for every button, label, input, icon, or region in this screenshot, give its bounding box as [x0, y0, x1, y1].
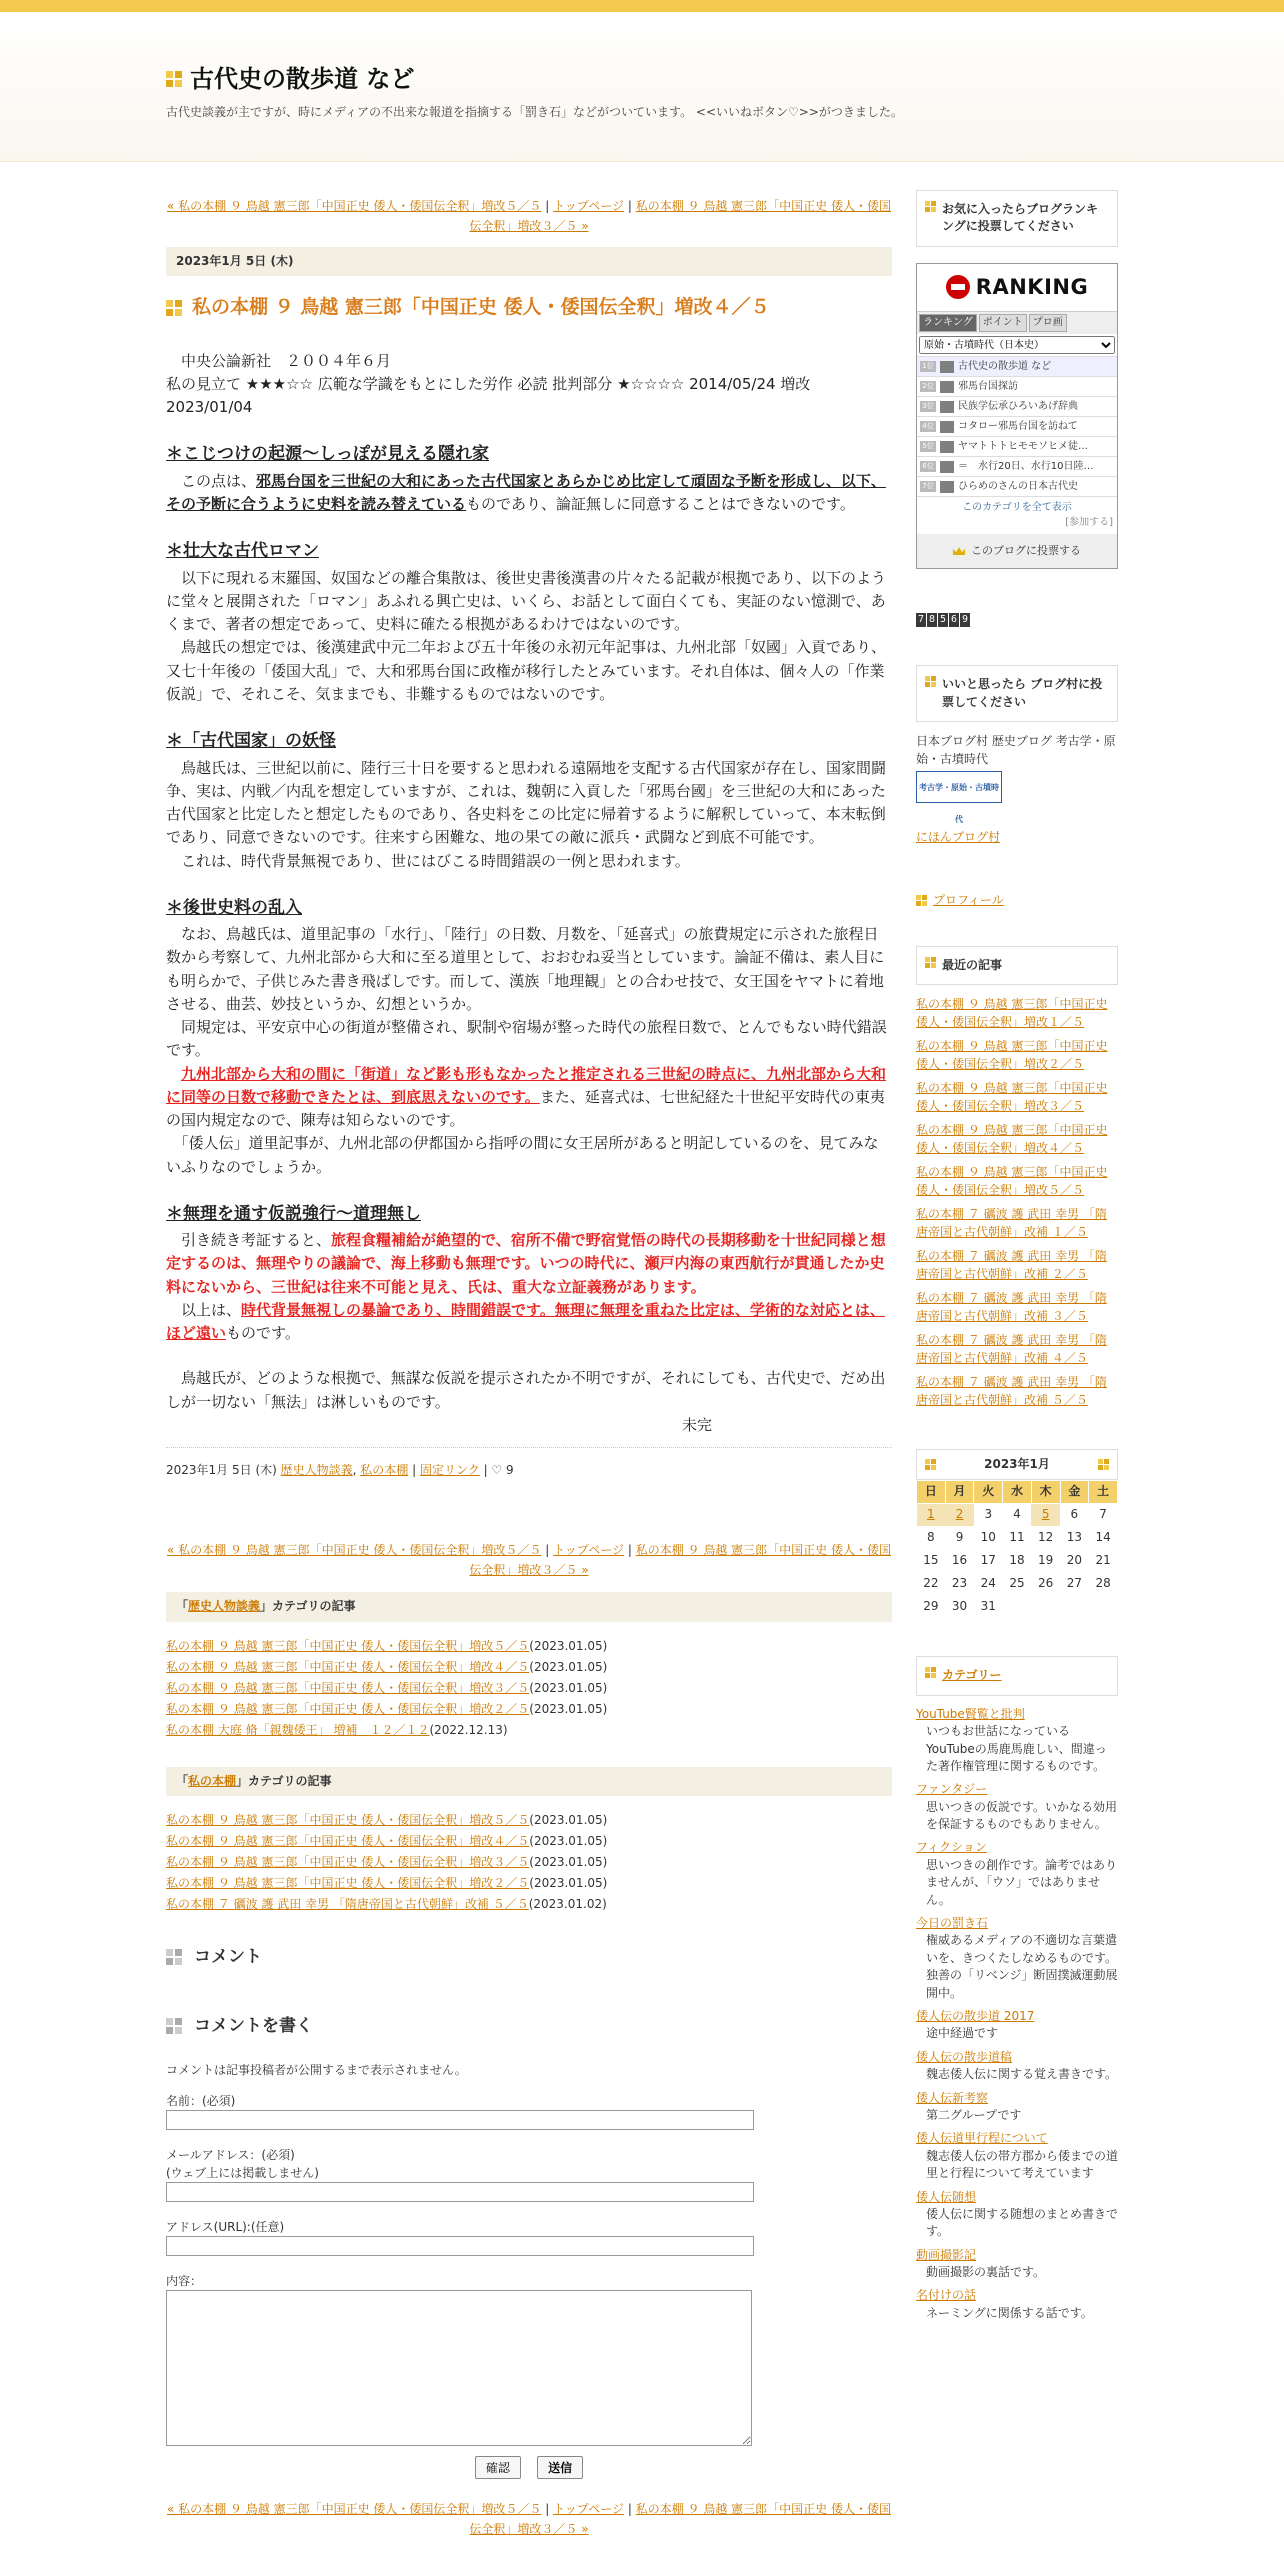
calendar-day: 6: [1070, 1507, 1079, 1522]
blogmura-text: 日本ブログ村 歴史ブログ 考古学・原始・古墳時代: [916, 734, 1116, 767]
sidebar-category-link[interactable]: ファンタジー: [916, 1782, 988, 1797]
calendar-day: 25: [1009, 1576, 1025, 1591]
calendar-day: [1089, 1595, 1118, 1618]
calendar-day: [1003, 1595, 1032, 1618]
top-page-link[interactable]: トップページ: [553, 1542, 625, 1557]
ranking-position: 6位: [920, 461, 936, 472]
entry-footer: 2023年1月 5日 (木) 歴史人物談義, 私の本棚 | 固定リンク | ♡ 9: [166, 1447, 892, 1479]
sidebar-category-description: 権威あるメディアの不適切な言葉遣いを、きつくたしなめるものです。独善の「リベンジ」断固撲滅運動展開中。: [926, 1933, 1118, 2000]
section-5-para-2: 以上は、時代背景無視しの暴論であり、時間錯誤です。無理に無理を重ねた比定は、学術的な対応とは、ほど遠いものです。: [166, 1300, 885, 1343]
recent-article-link[interactable]: 私の本棚 ９ 鳥越 憲三郎「中国正史 倭人・倭国伝全釈」増改４／５: [916, 1123, 1108, 1156]
sidebar-category-description: 魏志倭人伝の帯方郡から倭までの道里と行程について考えています: [926, 2148, 1119, 2181]
section-4-para-3: 九州北部から大和の間に「街道」など影も形もなかったと推定される三世紀の時点に、九州北部から大和に同等の日数で移動できたとは、到底思えないのです。また、延喜式は、七世紀経た十世紀平安時代の東夷の国内規定なので、陳寿は知らないのです。: [166, 1064, 887, 1130]
ranking-position: 4位: [920, 421, 936, 432]
calendar-week: [917, 1549, 1118, 1572]
section-heading-2: ＊壮大な古代ロマン: [166, 541, 319, 562]
entry-date: 2023年1月 5日 (木): [166, 247, 892, 276]
calendar-next-icon[interactable]: [1098, 1459, 1109, 1470]
next-entry-link[interactable]: 私の本棚 ９ 鳥越 憲三郎「中国正史 倭人・倭国伝全釈」増改３／５ »: [469, 199, 891, 234]
prev-entry-link[interactable]: « 私の本棚 ９ 鳥越 憲三郎「中国正史 倭人・倭国伝全釈」増改５／５: [166, 2501, 542, 2516]
category-article-link[interactable]: 私の本棚 ９ 鳥越 憲三郎「中国正史 倭人・倭国伝全釈」増改３／５: [166, 1855, 530, 1870]
calendar-weekday-row: [917, 1481, 1118, 1503]
ranking-position: 1位: [920, 361, 936, 372]
calendar-day: 29: [923, 1599, 939, 1614]
footer-category-link-2[interactable]: 私の本棚: [360, 1463, 409, 1478]
sidebar-category-link[interactable]: YouTube賢覧と批判: [916, 1706, 1025, 1721]
calendar-week: [917, 1572, 1118, 1595]
ranking-tab[interactable]: プロ画: [1029, 314, 1067, 333]
submit-button[interactable]: 送信: [537, 2456, 583, 2479]
calendar-day: [1031, 1595, 1060, 1618]
ranking-tab[interactable]: ポイント: [979, 314, 1027, 333]
top-page-link[interactable]: トップページ: [553, 2501, 625, 2516]
calendar-day: 17: [980, 1553, 996, 1568]
sidebar-category-description: 思いつきの仮説です。いかなる効用を保証するものでもありません。: [926, 1799, 1118, 1832]
category-article-date: (2023.01.05): [529, 1701, 608, 1716]
sidebar-category-link[interactable]: 倭人伝の散歩道稿: [916, 2049, 1013, 2064]
sidebar-category-description: 第二グループです: [926, 2107, 1022, 2122]
footer-category-link-1[interactable]: 歴史人物談義: [280, 1463, 353, 1478]
sidebar-category-link[interactable]: 倭人伝道里行程について: [916, 2131, 1048, 2146]
like-count: 9: [506, 1463, 514, 1478]
category-article-item: [166, 1636, 892, 1657]
next-entry-link[interactable]: 私の本棚 ９ 鳥越 憲三郎「中国正史 倭人・倭国伝全釈」増改３／５ »: [469, 2501, 891, 2537]
calendar-day-link[interactable]: 2: [945, 1503, 974, 1526]
footer-date: 2023年1月 5日 (木): [166, 1463, 277, 1478]
ranking-thumbnail: [940, 441, 954, 453]
category-link[interactable]: 私の本棚: [188, 1773, 237, 1788]
category-article-link[interactable]: 私の本棚 ７ 礪波 護 武田 幸男 「隋唐帝国と古代朝鮮」改補 ５／５: [166, 1897, 529, 1912]
calendar-day: 27: [1066, 1576, 1082, 1591]
calendar-day: 16: [951, 1553, 968, 1568]
top-accent-bar: [0, 0, 1284, 12]
calendar-day: [1060, 1595, 1089, 1618]
calendar-weekday: 日: [917, 1481, 946, 1503]
calendar-day: 21: [1095, 1553, 1111, 1568]
sidebar-category-link[interactable]: 名付けの話: [916, 2288, 977, 2303]
category-article-item: [166, 1810, 892, 1831]
ranking-position: 2位: [920, 381, 936, 392]
ranking-thumbnail: [940, 481, 954, 493]
sidebar-category-description: いつもお世話になっているYouTubeの馬鹿馬鹿しい、間違った著作権管理に関するものです。: [926, 1724, 1107, 1773]
category-article-date: (2023.01.05): [529, 1659, 608, 1674]
category-article-item: [166, 1873, 892, 1894]
category-article-link[interactable]: 私の本棚 ９ 鳥越 憲三郎「中国正史 倭人・倭国伝全釈」増改２／５: [166, 1876, 530, 1891]
ranking-thumbnail: [940, 361, 954, 373]
heart-icon: ♡: [491, 1463, 503, 1478]
calendar-day: 3: [984, 1507, 993, 1522]
category-article-link[interactable]: 私の本棚 ９ 鳥越 憲三郎「中国正史 倭人・倭国伝全釈」増改４／５: [166, 1659, 530, 1674]
sidebar-squares-icon: [925, 1667, 936, 1678]
category-article-link[interactable]: 私の本棚 ９ 鳥越 憲三郎「中国正史 倭人・倭国伝全釈」増改２／５: [166, 1701, 530, 1716]
category-article-item: [166, 1720, 892, 1741]
category-articles-heading: 「歴史人物談義」カテゴリの記事: [166, 1592, 892, 1621]
profile-box: [916, 892, 1118, 909]
calendar-day-link[interactable]: 1: [917, 1503, 946, 1526]
top-page-link[interactable]: トップページ: [553, 199, 625, 213]
category-article-date: (2023.01.05): [529, 1855, 608, 1870]
blogmura-link[interactable]: にほんブログ村: [916, 829, 1001, 844]
url-label: アドレス(URL):(任意): [166, 2219, 285, 2234]
profile-link[interactable]: プロフィール: [933, 893, 1004, 908]
recent-article-link[interactable]: 私の本棚 ７ 礪波 護 武田 幸男 「隋唐帝国と古代朝鮮」改補 ４／５: [916, 1333, 1107, 1366]
ranking-row[interactable]: [917, 396, 1117, 416]
ranking-blog-name[interactable]: 邪馬台国探訪: [958, 380, 1018, 392]
form-buttons: [166, 2456, 892, 2479]
category-articles-heading: 「私の本棚」カテゴリの記事: [166, 1767, 892, 1796]
url-field[interactable]: [166, 2236, 754, 2256]
comment-form: [166, 2062, 892, 2478]
calendar-day: 20: [1066, 1553, 1082, 1568]
calendar-day: 24: [980, 1576, 996, 1591]
section-3-para-1: 鳥越氏は、三世紀以前に、陸行三十日を要すると思われる遠隔地を支配する古代国家が存在し、国家間闘争、実は、内戦／内乱を想定していますが、これは、魏朝に入貢した「邪馬台國」を三世紀の大和にあった古代国家と比定したと想定したものであり、各史料をこの比定に帰着するように解釈していって、本末転倒であり、同意できないのです。往来すら困難な、地の果ての敵に派兵・武闘など到底不可能です。: [166, 758, 887, 847]
calendar-day: 23: [951, 1576, 968, 1591]
category-article-item: [166, 1894, 892, 1915]
recent-article-link[interactable]: 私の本棚 ９ 鳥越 憲三郎「中国正史 倭人・倭国伝全釈」増改２／５: [916, 1039, 1108, 1072]
ranking-category-select[interactable]: [919, 336, 1115, 354]
section-3-para-2: これは、時代背景無視であり、世にはびこる時間錯誤の一例と思われます。: [166, 851, 690, 870]
calendar-day: 28: [1095, 1576, 1111, 1591]
calendar-day: 11: [1009, 1530, 1025, 1545]
ranking-row[interactable]: [917, 376, 1117, 396]
calendar-weekday: 木: [1031, 1481, 1060, 1503]
nav-separator: |: [627, 199, 632, 213]
like-button[interactable]: [491, 1463, 513, 1477]
section-4-para-2: 同規定は、平安京中心の街道が整備され、駅制や宿場が整った時代の旅程日数で、とんでもない時代錯誤です。: [166, 1018, 887, 1060]
title-squares-icon: [166, 71, 182, 87]
entry-nav-top: [166, 196, 892, 237]
section-5-para-1: 引き続き考証すると、旅程食糧補給が絶望的で、宿所不備で野宿覚悟の時代の長期移動を十世紀同様と想定するのは、無理やりの議論で、海上移動も無理です。いつの時代に、瀬戸内海の東西航行が貫通したか史料にないから、三世紀は往来不可能と見え、氏は、重大な立証義務があります。: [166, 1231, 886, 1296]
counter-digit: 8: [928, 614, 936, 626]
ranking-list: [917, 356, 1117, 496]
calendar-day: 26: [1038, 1576, 1054, 1591]
ranking-row[interactable]: [917, 476, 1117, 496]
email-note: (ウェブ上には掲載しません): [166, 2165, 319, 2180]
calendar-day: 10: [980, 1530, 996, 1545]
access-counter: [916, 613, 1118, 627]
next-entry-link[interactable]: 私の本棚 ９ 鳥越 憲三郎「中国正史 倭人・倭国伝全釈」増改３／５ »: [469, 1542, 891, 1577]
ranking-thumbnail: [940, 401, 954, 413]
blogmura-banner[interactable]: 考古学・原始・古墳時代: [916, 771, 1002, 803]
calendar-week: [917, 1526, 1118, 1549]
entry-intro-rating: 私の見立て ★★★☆☆ 広範な学識をもとにした労作 必読 批判部分 ★☆☆☆☆ 2014/05/24 増改 2023/01/04: [166, 374, 811, 417]
section-1-text: この点は、邪馬台国を三世紀の大和にあった古代国家とあらかじめ比定して頑固な予断を形成し、以下、その予断に合うように史料を読み替えているものであり、論証無しに同意することはできないのです。: [166, 471, 886, 514]
calendar-day: 18: [1009, 1553, 1025, 1568]
site-header: [0, 12, 1284, 162]
sidebar-category-description: 途中経過です: [926, 2026, 999, 2041]
calendar-day-link[interactable]: 5: [1031, 1503, 1060, 1526]
category-article-item: [166, 1852, 892, 1873]
category-article-date: (2023.01.05): [529, 1680, 608, 1695]
category-article-date: (2022.12.13): [429, 1722, 508, 1737]
ranking-blog-name[interactable]: ひらめのさんの日本古代史: [958, 480, 1078, 492]
nav-separator: |: [545, 199, 550, 213]
ranking-vote-button[interactable]: このブログに投票する: [917, 534, 1117, 568]
calendar-day: 8: [927, 1530, 935, 1545]
calendar-day: 14: [1095, 1530, 1111, 1545]
nav-separator: |: [545, 1542, 550, 1557]
closing-text: 鳥越氏が、どのような根拠で、無謀な仮説を提示されたか不明ですが、それにしても、古代史で、だめ出しが一切ない「無法」は淋しいものです。: [166, 1369, 886, 1411]
ranking-row[interactable]: [917, 436, 1117, 456]
recent-articles-list: [916, 995, 1118, 1409]
comment-textarea[interactable]: [166, 2290, 752, 2446]
calendar-weekday: 火: [974, 1481, 1003, 1503]
section-heading-1: ＊こじつけの起源～しっぽが見える隠れ家: [166, 444, 489, 465]
sidebar-category-description: ネーミングに関係する話です。: [926, 2305, 1093, 2320]
category-article-date: (2023.01.02): [528, 1897, 607, 1912]
mura-title-box: いいと思ったら ブログ村に投票してください: [916, 665, 1118, 722]
calendar-day: 19: [1038, 1553, 1054, 1568]
ranking-position: 7位: [920, 481, 936, 492]
calendar: [916, 1449, 1118, 1618]
categories-title-box: [916, 1656, 1118, 1695]
calendar-grid: [916, 1480, 1118, 1618]
category-article-item: [166, 1678, 892, 1699]
recent-article-link[interactable]: 私の本棚 ７ 礪波 護 武田 幸男 「隋唐帝国と古代朝鮮」改補 １／５: [916, 1207, 1107, 1240]
entry-body: [166, 350, 892, 1437]
calendar-day: 7: [1099, 1507, 1107, 1522]
nav-separator: |: [545, 2501, 550, 2516]
recent-title-box: 最近の記事: [916, 946, 1118, 985]
comment-moderation-note: コメントは記事投稿者が公開するまで表示されません。: [166, 2063, 467, 2078]
calendar-day: 22: [923, 1576, 939, 1591]
sidebar-squares-icon: [925, 957, 936, 968]
category-link[interactable]: 歴史人物談義: [188, 1599, 261, 1614]
ranking-blog-name[interactable]: 民族学伝承ひろいあげ辞典: [958, 400, 1078, 412]
section-2-para-1: 以下に現れる末羅国、奴国などの離合集散は、後世史書後漢書の片々たる記載が根拠であり、以下のように堂々と展開された「ロマン」あふれる興亡史は、いくら、お話として面白くても、実証のない憶測で、あくまで、著者の想定であって、史料に確たる根拠があるわけではないのです。: [166, 568, 887, 634]
ranking-blog-name[interactable]: ＝ 水行20日、水行10日陸…: [958, 460, 1094, 472]
ranking-show-all-link[interactable]: このカテゴリを全て表示: [917, 496, 1117, 516]
site-title[interactable]: [166, 62, 414, 97]
category-article-link[interactable]: 私の本棚 ９ 鳥越 憲三郎「中国正史 倭人・倭国伝全釈」増改３／５: [166, 1680, 530, 1695]
sidebar-category-description: 魏志倭人伝に関する覚え書きです。: [926, 2067, 1118, 2082]
ranking-logo-icon: [946, 275, 970, 299]
categories-link[interactable]: カテゴリー: [942, 1668, 1002, 1683]
category-article-link[interactable]: 私の本棚 大庭 脩「親魏倭王」 増補 １２／１２: [166, 1722, 430, 1737]
sidebar-category-description: 思いつきの創作です。論考ではありませんが、「ウソ」ではありません。: [926, 1857, 1118, 1907]
name-label: 名前：(必須): [166, 2093, 236, 2108]
counter-digit: 7: [917, 614, 925, 626]
counter-digit: 5: [939, 614, 947, 626]
section-2-para-2: 鳥越氏の想定では、後漢建武中元二年および五十年後の永初元年記事は、九州北部「奴國」入貢であり、又七十年後の「倭国大乱」で、大和邪馬台国に政権が移行したとみています。それ自体は、個々人の「作業仮説」で、それこそ、気ままでも、非難するものではないのです。: [166, 638, 887, 703]
entry-title: [166, 294, 892, 322]
recent-article-link[interactable]: 私の本棚 ７ 礪波 護 武田 幸男 「隋唐帝国と古代朝鮮」改補 ５／５: [916, 1375, 1107, 1408]
recent-article-link[interactable]: 私の本棚 ７ 礪波 護 武田 幸男 「隋唐帝国と古代朝鮮」改補 ３／５: [916, 1291, 1107, 1324]
ranking-join-link[interactable]: [参加する]: [1065, 516, 1113, 528]
email-label: メールアドレス：(必須): [166, 2147, 295, 2162]
sidebar-category-link[interactable]: 倭人伝随想: [916, 2189, 977, 2204]
calendar-weekday: 月: [945, 1481, 974, 1503]
email-field[interactable]: [166, 2182, 754, 2202]
calendar-day: 30: [951, 1599, 968, 1614]
ranking-row[interactable]: [917, 456, 1117, 476]
entry-nav-bottom: [166, 1540, 892, 1581]
ranking-tabs: [917, 312, 1117, 335]
ranking-blog-name[interactable]: ヤマトトトヒモモソヒメ徒…: [958, 440, 1088, 452]
calendar-week: [917, 1503, 1118, 1526]
sidebar-squares-icon: [916, 895, 927, 906]
ranking-title-box: お気に入ったらブログランキングに投票してください: [916, 190, 1118, 247]
comment-squares-icon: [166, 1949, 182, 1965]
comments-heading: コメント: [166, 1945, 892, 1970]
section-4-para-4: 「倭人伝」道里記事が、九州北部の伊都国から指呼の間に女王居所があると明記しているのを、見てみないふりなのでしょうか。: [166, 1134, 879, 1176]
calendar-prev-icon[interactable]: [925, 1459, 936, 1470]
prev-entry-link[interactable]: « 私の本棚 ９ 鳥越 憲三郎「中国正史 倭人・倭国伝全釈」増改５／５: [166, 199, 542, 213]
counter-digit: 9: [961, 614, 969, 626]
content-label: 内容：: [166, 2273, 203, 2288]
category-article-list: [166, 1810, 892, 1915]
category-article-item: [166, 1657, 892, 1678]
calendar-week: [917, 1595, 1118, 1618]
calendar-day: 13: [1066, 1530, 1082, 1545]
ranking-row[interactable]: [917, 356, 1117, 376]
category-article-date: (2023.01.05): [529, 1813, 608, 1828]
calendar-weekday: 水: [1003, 1481, 1032, 1503]
category-article-date: (2023.01.05): [529, 1638, 608, 1653]
sidebar-category-link[interactable]: フィクション: [916, 1840, 987, 1855]
comment-squares-icon: [166, 2018, 182, 2034]
section-heading-5: ＊無理を通す仮説強行～道理無し: [166, 1203, 421, 1224]
category-article-link[interactable]: 私の本棚 ９ 鳥越 憲三郎「中国正史 倭人・倭国伝全釈」増改５／５: [166, 1813, 530, 1828]
entry-intro-publisher: 中央公論新社 ２００４年６月: [166, 351, 392, 370]
category-article-date: (2023.01.05): [529, 1876, 608, 1891]
category-article-item: [166, 1699, 892, 1720]
recent-article-link[interactable]: 私の本棚 ９ 鳥越 憲三郎「中国正史 倭人・倭国伝全釈」増改５／５: [916, 1165, 1108, 1198]
permalink[interactable]: 固定リンク: [419, 1463, 480, 1478]
sidebar-squares-icon: [925, 201, 936, 212]
to-be-continued: 未完: [681, 1415, 712, 1434]
ranking-thumbnail: [940, 461, 954, 473]
ranking-logo[interactable]: RANKING: [917, 264, 1117, 312]
name-field[interactable]: [166, 2110, 754, 2130]
sidebar-category-link[interactable]: 今日の罰き石: [916, 1916, 989, 1931]
nav-separator: |: [627, 2501, 632, 2516]
category-articles-1: [166, 1592, 892, 1740]
section-heading-3: ＊「古代国家」の妖怪: [166, 731, 336, 752]
ranking-tab[interactable]: ランキング: [919, 314, 977, 333]
sidebar-category-description: 動画撮影の裏話です。: [926, 2265, 1046, 2280]
site-title-text[interactable]: 古代史の散歩道 など: [190, 65, 415, 93]
sidebar-category-link[interactable]: 動画撮影記: [916, 2247, 977, 2262]
category-article-link[interactable]: 私の本棚 ９ 鳥越 憲三郎「中国正史 倭人・倭国伝全釈」増改４／５: [166, 1834, 530, 1849]
crown-icon: [953, 547, 965, 555]
category-articles-2: [166, 1767, 892, 1915]
ranking-row[interactable]: [917, 416, 1117, 436]
site-description: 古代史談義が主ですが、時にメディアの不出来な報道を指摘する「罰き石」などがついています。 <<いいねボタン♡>>がつきました。: [166, 105, 903, 119]
calendar-day: 9: [955, 1530, 964, 1545]
ranking-thumbnail: [940, 381, 954, 393]
calendar-day: 12: [1038, 1530, 1054, 1545]
prev-entry-link[interactable]: « 私の本棚 ９ 鳥越 憲三郎「中国正史 倭人・倭国伝全釈」増改５／５: [166, 1542, 542, 1557]
sidebar-category-link[interactable]: 倭人伝新考察: [916, 2090, 989, 2105]
entry-title-squares-icon: [166, 300, 182, 316]
calendar-day: 31: [980, 1599, 996, 1614]
recent-article-link[interactable]: 私の本棚 ９ 鳥越 憲三郎「中国正史 倭人・倭国伝全釈」増改１／５: [916, 997, 1108, 1030]
main-content: [166, 196, 892, 2550]
calendar-weekday: 金: [1060, 1481, 1089, 1503]
sidebar-category-description: 倭人伝に関する随想のまとめ書きです。: [926, 2206, 1119, 2239]
category-article-item: [166, 1831, 892, 1852]
nav-separator: |: [627, 1542, 632, 1557]
recent-article-link[interactable]: 私の本棚 ９ 鳥越 憲三郎「中国正史 倭人・倭国伝全釈」増改３／５: [916, 1081, 1108, 1114]
categories-list: [916, 1706, 1118, 2323]
category-article-list: [166, 1636, 892, 1741]
ranking-blog-name[interactable]: 古代史の散歩道 など: [958, 360, 1052, 372]
write-comment-heading: コメントを書く: [166, 2014, 892, 2039]
calendar-day: 15: [923, 1553, 939, 1568]
calendar-day: 4: [1013, 1507, 1021, 1522]
recent-article-link[interactable]: 私の本棚 ７ 礪波 護 武田 幸男 「隋唐帝国と古代朝鮮」改補 ２／５: [916, 1249, 1107, 1282]
calendar-header: 2023年1月: [916, 1449, 1118, 1480]
calendar-weekday: 土: [1089, 1481, 1118, 1503]
confirm-button[interactable]: 確認: [475, 2456, 521, 2479]
blog-ranking-widget: [916, 263, 1118, 570]
ranking-position: 3位: [920, 401, 936, 412]
sidebar-category-link[interactable]: 倭人伝の散歩道 2017: [916, 2009, 1035, 2023]
counter-digit: 6: [950, 614, 958, 626]
sidebar: [916, 190, 1118, 2328]
category-article-date: (2023.01.05): [529, 1834, 608, 1849]
sidebar-squares-icon: [925, 676, 936, 687]
entry-nav-footer: [166, 2499, 892, 2540]
section-4-para-1: なお、鳥越氏は、道里記事の「水行」、「陸行」の日数、月数を、「延喜式」の旅費規定に示された旅程日数から考察して、九州北部から大和に至る道里として、おおむね妥当としています。論証不備は、素人目にも明らかで、子供じみた書き飛ばしです。而して、漢族「地理観」との合わせ技で、女王国をヤマトに着地させる、曲芸、妙技というか、幻想というか。: [166, 925, 885, 1013]
ranking-blog-name[interactable]: コタロー邪馬台国を訪ねて: [958, 420, 1078, 432]
ranking-position: 5位: [920, 441, 936, 452]
category-article-link[interactable]: 私の本棚 ９ 鳥越 憲三郎「中国正史 倭人・倭国伝全釈」増改５／５: [166, 1638, 530, 1653]
entry-title-text: 私の本棚 ９ 鳥越 憲三郎「中国正史 倭人・倭国伝全釈」増改４／５: [192, 296, 770, 319]
section-heading-4: ＊後世史料の乱入: [166, 897, 302, 918]
ranking-thumbnail: [940, 421, 954, 433]
